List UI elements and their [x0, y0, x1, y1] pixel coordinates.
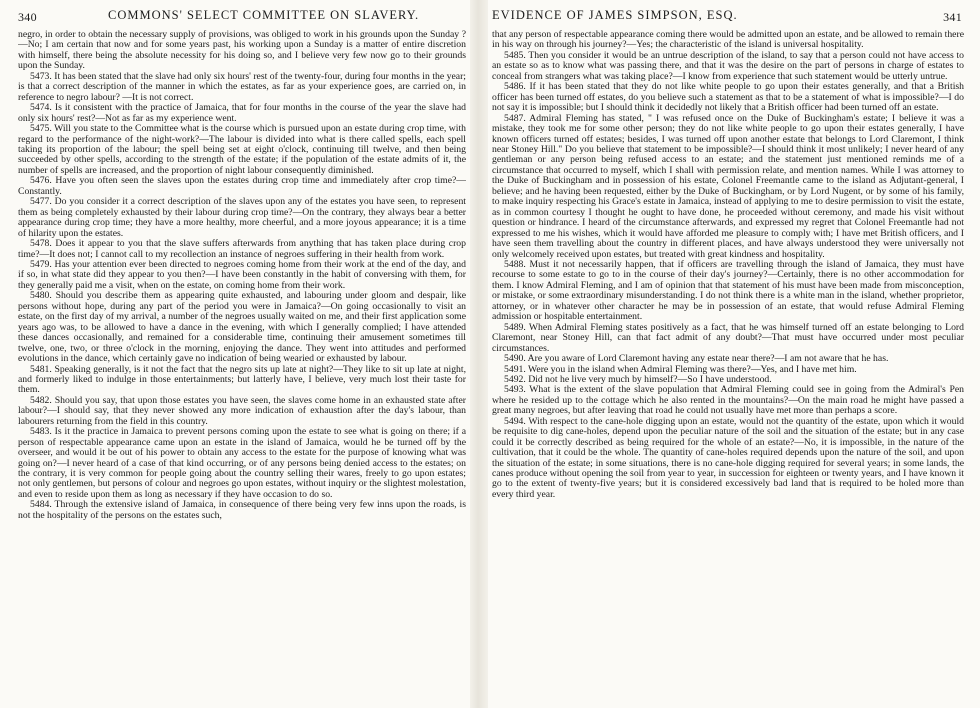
paragraph-5488: 5488. Must it not necessarily happen, that if officers are travelling through the island of Jamaica, they must have recourse to some estate to go to in the course of their day's journey?—Certainly, there is no other accommodation for them. I know Admiral Fleming, and I am of opinion that that statement of his must have been made from misconception, or mistake, or some extraordinary misunderstanding. I do not think there is a white man in the island, whether proprietor, attorney, or in whatever other character he may be in possession of an estate, that would refuse Admiral Fleming admission or hospitable entertainment. — [492, 258, 964, 323]
paragraph-5480: 5480. Should you describe them as appearing quite exhausted, and labouring under gloom and despair, like persons without hope, during any part of the period you were in Jamaica?—On going occasionally to visit an estate, on the first day of my arrival, a number of the negroes usually waited on me, and their first application some years ago was, to be allowed to have a dance in the evening, with which I generally complied; I have attended these dances occasionally, and remained for a considerable time, continuing their amusement sometimes till twelve, one, two, or three o'clock in the morning, enjoying the dance. They went into attitudes and performed evolutions in the dance, which certainly gave no indication of being wearied or exhausted by labour. — [18, 290, 466, 365]
paragraph-5474: 5474. Is it consistent with the practice of Jamaica, that for four months in the course of the year the slave had only six hours' rest?—Not as far as my experience went. — [18, 102, 466, 124]
paragraph-5481: 5481. Speaking generally, is it not the fact that the negro sits up late at night?—They like to sit up late at night, and formerly liked to indulge in those entertainments; but latterly have, I believe, very much lost their taste for them. — [18, 363, 466, 396]
paragraph-5484: 5484. Through the extensive island of Jamaica, in consequence of there being very few inns upon the roads, is not the hospitality of the persons on the estates such, — [18, 499, 466, 521]
paragraph-5485: 5485. Then you consider it would be an untrue description of the island, to say that a person could not have access to an estate so as to know what was passing there, and that it was the desire on the part of persons in charge of estates to conceal from strangers what was taking place?—I know from experience that such statement would be utterly untrue. — [492, 49, 964, 82]
left-page — [18, 0, 466, 708]
left-page-number: 340 — [18, 10, 37, 24]
paragraph-5478: 5478. Does it appear to you that the slave suffers afterwards from anything that has taken place during crop time?—It does not; I cannot call to my recollection an instance of negroes suffering in their health from work. — [18, 238, 466, 260]
right-page-number: 341 — [943, 10, 962, 24]
paragraph-5476: 5476. Have you often seen the slaves upon the estates during crop time and immediately after crop time?—Constantly. — [18, 175, 466, 197]
paragraph: that any person of respectable appearance coming there would be admitted upon an estate, and be allowed to remain there in his way on through his journey?—Yes; the characteristic of the island is universal hospitality. — [492, 29, 964, 51]
paragraph-5475: 5475. Will you state to the Committee what is the course which is pursued upon an estate during crop time, with regard to the performance of the night-work?—The labour is divided into what is there called spells, each spell taking its proportion of the labour; the spell being set at eight o'clock, continuing till twelve, and then being succeeded by other spells, according to the strength of the estate; if the population of the estate admits of it, the number of spells are increased, and the proportion of night labour consequently diminished. — [18, 123, 466, 176]
paragraph-5491: 5491. Were you in the island when Admiral Fleming was there?—Yes, and I have met him. — [504, 363, 857, 375]
paragraph-5482: 5482. Should you say, that upon those estates you have seen, the slaves come home in an exhausted state after labour?—I should say, that they never showed any more indication of exhaustion after the day's labour, than labourers returning from the field in this country. — [18, 394, 466, 427]
paragraph-5473: 5473. It has been stated that the slave had only six hours' rest of the twenty-four, during four months in the year; is that a correct description of the manner in which the estates, as far as your experience goes, are carried on, in reference to negro labour? —It is not correct. — [18, 70, 466, 103]
paragraph-5486: 5486. If it has been stated that they do not like white people to go upon their estates generally, and that a British officer has been turned off estates, do you believe such a statement as that to be a statement of what is impossible?—I do not say it is impossible; but I should think it decidedly not likely that a British officer had been turned off an estate. — [492, 81, 964, 114]
paragraph-5490: 5490. Are you aware of Lord Claremont having any estate near there?—I am not aware that he has. — [504, 353, 889, 365]
paragraph-5489: 5489. When Admiral Fleming states positively as a fact, that he was himself turned off an estate belonging to Lord Claremont, near Stoney Hill, can that fact admit of any doubt?—That must have occurred under most peculiar circumstances. — [492, 321, 964, 354]
right-running-head: EVIDENCE OF JAMES SIMPSON, ESQ. — [492, 8, 738, 22]
paragraph: negro, in order to obtain the necessary supply of provisions, was obliged to work in his grounds upon the Sunday ?—No; I am certain that now and for some years past, his working upon a Sunday is a matter of entire discretion with himself, there being the absolute necessity for his doing so, and I believe very few now go to their grounds upon the Sunday. — [18, 29, 466, 72]
left-running-head: COMMONS' SELECT COMMITTEE ON SLAVERY. — [108, 8, 420, 22]
paragraph-5479: 5479. Has your attention ever been directed to negroes coming home from their work at the end of the day, and if so, in what state did they appear to you then?—I have been constantly in the habit of conversing with them, for they generally paid me a visit, when on the estate, on coming home from their work. — [18, 258, 466, 291]
paragraph-5492: 5492. Did not he live very much by himself?—So I have understood. — [504, 373, 772, 385]
book-gutter — [470, 0, 488, 708]
left-page-body — [18, 30, 466, 521]
paragraph-5493: 5493. What is the extent of the slave population that Admiral Fleming could see in going from the Admiral's Pen where he resided up to the cottage which he also rented in the mountains?—On the main road he might have passed a great many negroes, but after leaving that road he could not usually have met more than perhaps a score. — [492, 384, 964, 417]
right-page-body — [492, 30, 964, 500]
paragraph-5477: 5477. Do you consider it a correct description of the slaves upon any of the estates you have seen, to represent them as being completely exhausted by their labour during crop time?—On the contrary, they always bear a better appearance during crop time; they have a more healthy, more cheerful, and a more joyous appearance; it is a time of hilarity upon the estates. — [18, 196, 466, 239]
right-page-header — [492, 0, 964, 30]
paragraph-5494: 5494. With respect to the cane-hole digging upon an estate, would not the quantity of the estate, upon which it would be requisite to dig cane-holes, depend upon the peculiar nature of the soil and the situation of the estate; but in any case could it be correctly described as being required for the whole of an estate?—No, it is impossible, in the nature of the cultivation, that it could be the whole. The quantity of cane-holes required depends upon the nature of the soil, and upon the situation of the estate; in some situations, there is no cane-hole digging required for several years; in some lands, the canes produce without opening the soil from year to year, in succession for eighteen or twenty years, and I have known it go to the extent of twenty-five years; but it is considered excessively bad land that is required to be holed more than every third year. — [492, 415, 964, 500]
left-page-header — [18, 0, 466, 30]
paragraph-5487: 5487. Admiral Fleming has stated, " I was refused once on the Duke of Buckingham's estate; I believe it was a mistake, they took me for some other person; they do not like white people to go upon their estates generally, I have known officers turned off estates; besides, I was turned off upon another estate that belongs to Lord Claremont, I think near Stoney Hill." Do you believe that statement to be impossible?—I should think it most unlikely; I never heard of any gentleman or any person being refused access to an estate; and the statement just mentioned reminds me of a circumstance that occurred to myself, which I shall with permission relate, and mention names. While I was attorney to the Duke of Buckingham and in possession of his estate, Colonel Freemantle came to the island as Adjutant-general, I believe; and he having been requested, either by the Duke of Buckingham, or by Lord Nugent, or by some of his family, to make inquiry respecting his Grace's estate in Jamaica, instead of applying to me to desire permission to visit the estate, as in common courtesy I thought he ought to have done, he proceeded without ceremony, and made his visit without question or hindrance. I heard of the circumstance afterwards, and expressed my regret that Colonel Freemantle had not expressed to me his wishes, which it would have afforded me pleasure to comply with; I have met British officers, and I have seen them travelling about the country in different places, and have always understood they were universally not only welcomely received upon estates, but treated with great kindness and hospitality. — [492, 112, 964, 260]
right-page — [492, 0, 964, 708]
paragraph-5483: 5483. Is it the practice in Jamaica to prevent persons coming upon the estate to see what is going on there; if a person of respectable appearance came upon an estate in the island of Jamaica, would he be turned off by the overseer, and would it be out of his power to obtain any access to the estate for the purpose of knowing what was going on?—I never heard of a case of that kind occurring, or of any persons being denied access to the estates; on the contrary, it is very common for people going about the country selling their wares, freely to go upon estates; not only gentlemen, but persons of colour and negroes go upon estates, without inquiry or the slightest molestation, and even to reside upon them as long as necessary if they have occasion to do so. — [18, 426, 466, 500]
